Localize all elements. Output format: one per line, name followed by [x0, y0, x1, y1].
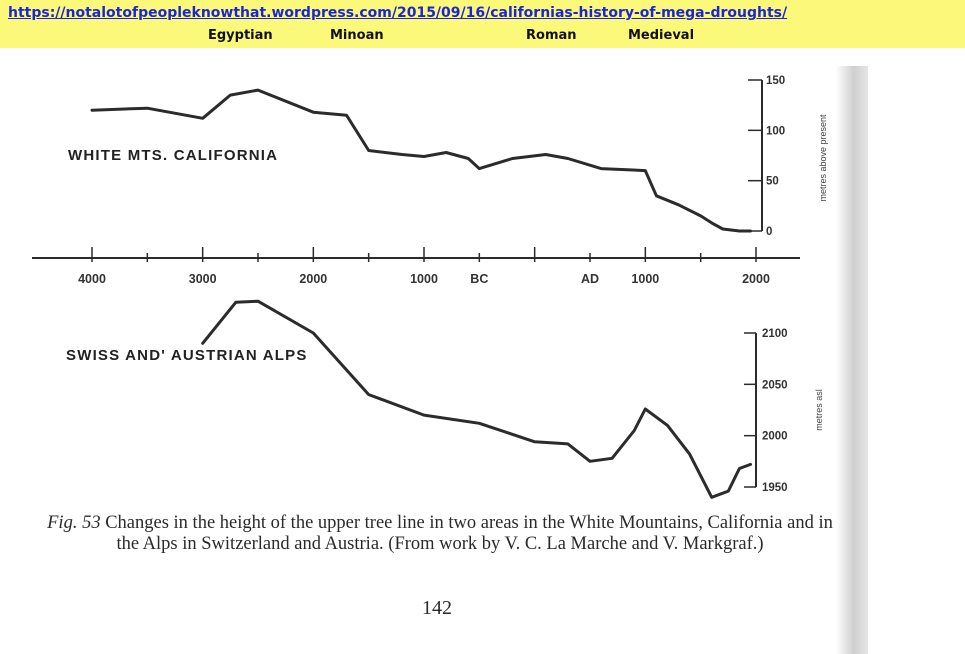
- white-mts-y-tick-label: 100: [766, 125, 786, 138]
- time-axis-tick-label: AD: [580, 272, 600, 286]
- time-axis-tick-label: 4000: [78, 272, 106, 286]
- alps-y-tick-label: 2050: [762, 379, 788, 392]
- white-mts-y-axis-label: metres above present: [818, 114, 828, 202]
- figure-caption-text: Changes in the height of the upper tree line in two areas in the White Mountains, California and in the Alps in Switzerland and Austria. (From work by V. C. La Marche and V. Markgraf.): [105, 513, 833, 554]
- time-axis-tick-label: 1000: [410, 272, 438, 286]
- source-link[interactable]: https://notalotofpeopleknowthat.wordpress.com/2015/09/16/californias-history-of-mega-droughts/: [8, 5, 788, 21]
- alps-y-tick-label: 1950: [762, 482, 788, 494]
- alps-y-axis-label: metres asl: [814, 389, 824, 431]
- era-label-egyptian: Egyptian: [208, 28, 273, 43]
- era-label-roman: Roman: [526, 28, 577, 43]
- time-axis-tick-label: 3000: [188, 272, 217, 286]
- chart-title-white-mts: WHITE MTS. CALIFORNIA: [68, 147, 279, 164]
- white-mts-y-tick-label: 150: [766, 75, 786, 87]
- time-axis-tick-label: 2000: [299, 272, 328, 286]
- white-mts-y-tick-label: 0: [766, 226, 773, 238]
- figure-caption: [40, 513, 840, 555]
- alps-y-tick-label: 2100: [762, 328, 788, 340]
- time-axis-tick-label: BC: [470, 272, 489, 286]
- chart-title-alps: SWISS AND' AUSTRIAN ALPS: [66, 347, 308, 364]
- era-label-medieval: Medieval: [628, 28, 695, 43]
- white-mts-y-tick-label: 50: [766, 175, 779, 188]
- era-label-minoan: Minoan: [330, 28, 384, 43]
- alps-series-line: [203, 301, 751, 497]
- time-axis-tick-label: 1000: [631, 272, 660, 286]
- time-axis-tick-label: 2000: [742, 272, 770, 286]
- figure-number: Fig. 53: [47, 513, 101, 533]
- page-number: 142: [422, 597, 452, 619]
- alps-y-tick-label: 2000: [762, 430, 788, 443]
